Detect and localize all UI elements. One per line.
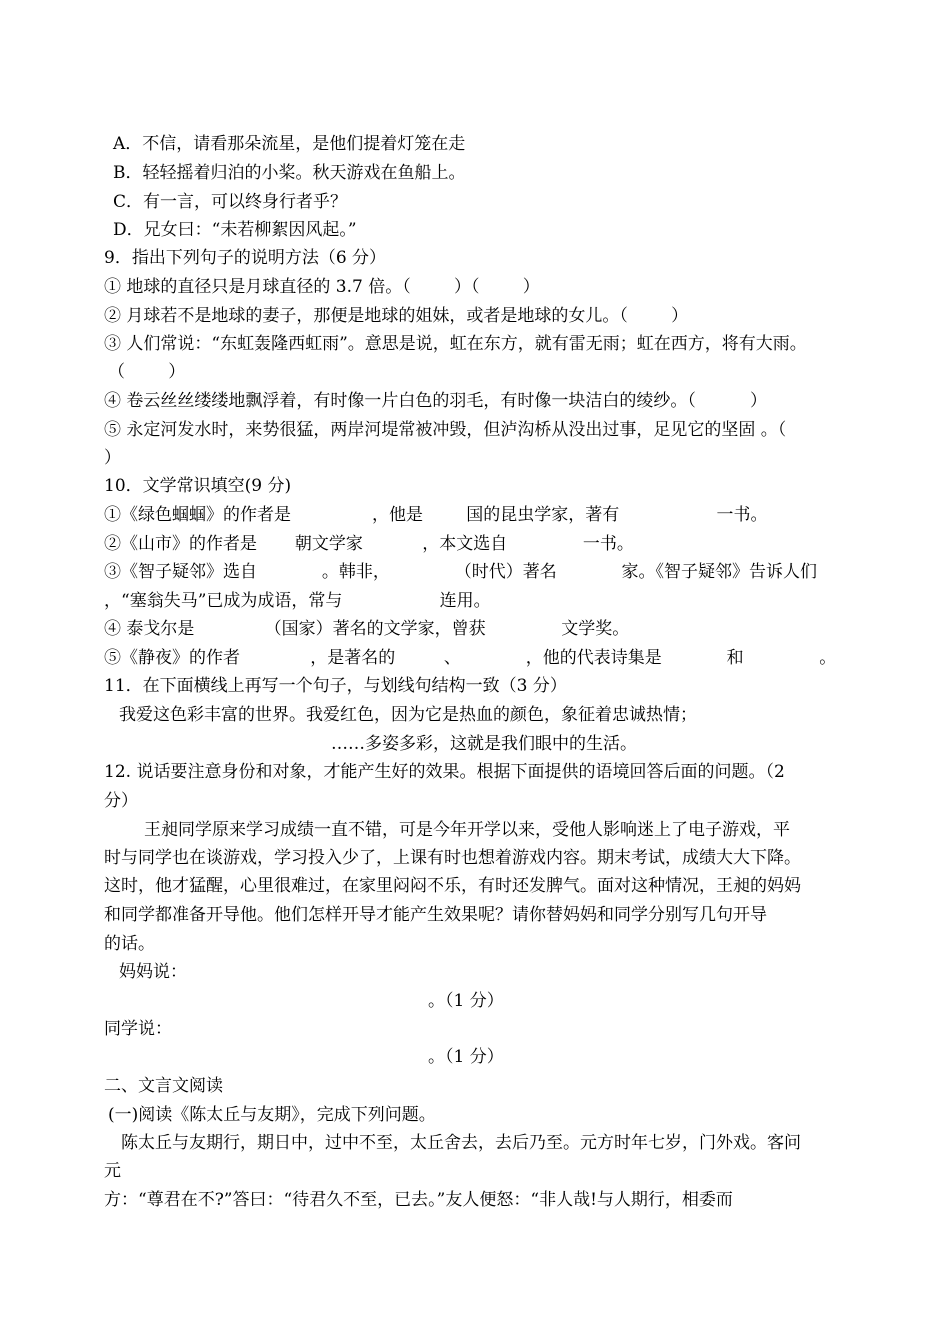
classmate-says-label: 同学说：: [104, 1019, 172, 1039]
question-9-sentence-1: ① 地球的直径只是月球直径的 3.7 倍。（ ）（ ）: [104, 277, 540, 297]
option-b: B．轻轻摇着归泊的小桨。秋天游戏在鱼船上。: [113, 163, 466, 183]
question-10-item-3-continued: ，“塞翁失马”已成为成语，常与 连用。: [104, 591, 491, 611]
section-2-subtitle: (一)阅读《陈太丘与友期》，完成下列问题。: [108, 1105, 436, 1125]
question-11-line-2: ……多姿多彩，这就是我们眼中的生活。: [331, 734, 637, 754]
question-10-item-2: ②《山市》的作者是 朝文学家 ，本文选自 一书。: [104, 534, 634, 554]
question-9-sentence-2: ② 月球若不是地球的妻子，那便是地球的姐妹，或者是地球的女儿。（ ）: [104, 306, 689, 326]
question-9-sentence-5: ⑤ 永定河发水时，来势很猛，两岸河堤常被冲毁，但泸沟桥从没出过事，足见它的坚固 。（: [104, 420, 787, 440]
option-a: A．不信，请看那朵流星，是他们提着灯笼在走: [113, 134, 466, 154]
question-12-paragraph-line-4: 和同学都准备开导他。他们怎样开导才能产生效果呢？请你替妈妈和同学分别写几句开导: [104, 905, 767, 925]
classical-text-line-3: 方：“尊君在不?”答曰：“待君久不至，已去。”友人便怒：“非人哉!与人期行，相委而: [104, 1190, 733, 1210]
question-9-sentence-5-blank: ）: [104, 448, 121, 468]
question-12-title: 12. 说话要注意身份和对象，才能产生好的效果。根据下面提供的语境回答后面的问题。（2: [104, 762, 785, 782]
question-11-line-1: 我爱这色彩丰富的世界。我爱红色，因为它是热血的颜色，象征着忠诚热情；: [119, 705, 697, 725]
question-12-paragraph-line-5: 的话。: [104, 934, 155, 954]
classical-text-line-2: 元: [104, 1161, 121, 1181]
question-12-title-continued: 分）: [104, 791, 138, 811]
section-2-title: 二、文言文阅读: [104, 1076, 223, 1096]
question-10-item-5: ⑤《静夜》的作者 ，是著名的 、 ，他的代表诗集是 和 。: [104, 648, 837, 668]
question-11-title: 11．在下面横线上再写一个句子，与划线句结构一致（3 分）: [104, 676, 567, 696]
mom-answer-score: 。（1 分）: [428, 991, 504, 1011]
option-d: D．兄女曰：“未若柳絮因风起。”: [113, 220, 357, 240]
question-10-title: 10．文学常识填空(9 分): [104, 476, 292, 496]
mom-says-label: 妈妈说：: [119, 962, 187, 982]
question-12-paragraph-line-1: 王昶同学原来学习成绩一直不错，可是今年开学以来，受他人影响迷上了电子游戏，平: [144, 820, 790, 840]
question-10-item-3: ③《智子疑邻》选自 。韩非， （时代）著名 家。《智子疑邻》告诉人们: [104, 562, 818, 582]
question-10-item-1: ①《绿色蝈蝈》的作者是 ，他是 国的昆虫学家，著有 一书。: [104, 505, 768, 525]
question-10-item-4: ④ 泰戈尔是 （国家）著名的文学家，曾获 文学奖。: [104, 619, 630, 639]
question-9-sentence-4: ④ 卷云丝丝缕缕地飘浮着，有时像一片白色的羽毛，有时像一块洁白的绫纱。（ ）: [104, 391, 767, 411]
option-c: C．有一言，可以终身行者乎？: [113, 192, 348, 212]
classical-text-line-1: 陈太丘与友期行，期日中，过中不至，太丘舍去，去后乃至。元方时年七岁，门外戏。客问: [121, 1133, 801, 1153]
question-12-paragraph-line-3: 这时，他才猛醒，心里很难过，在家里闷闷不乐，有时还发脾气。面对这种情况，王昶的妈妈: [104, 876, 801, 896]
question-9-title: 9．指出下列句子的说明方法（6 分）: [104, 248, 387, 268]
question-9-sentence-3: ③ 人们常说：“东虹轰隆西虹雨”。意思是说，虹在东方，就有雷无雨；虹在西方，将有大雨。: [104, 334, 807, 354]
question-12-paragraph-line-2: 时与同学也在谈游戏，学习投入少了，上课有时也想着游戏内容。期末考试，成绩大大下降。: [104, 848, 801, 868]
classmate-answer-score: 。（1 分）: [428, 1047, 504, 1067]
question-9-sentence-3-blank: （ ）: [108, 362, 186, 382]
